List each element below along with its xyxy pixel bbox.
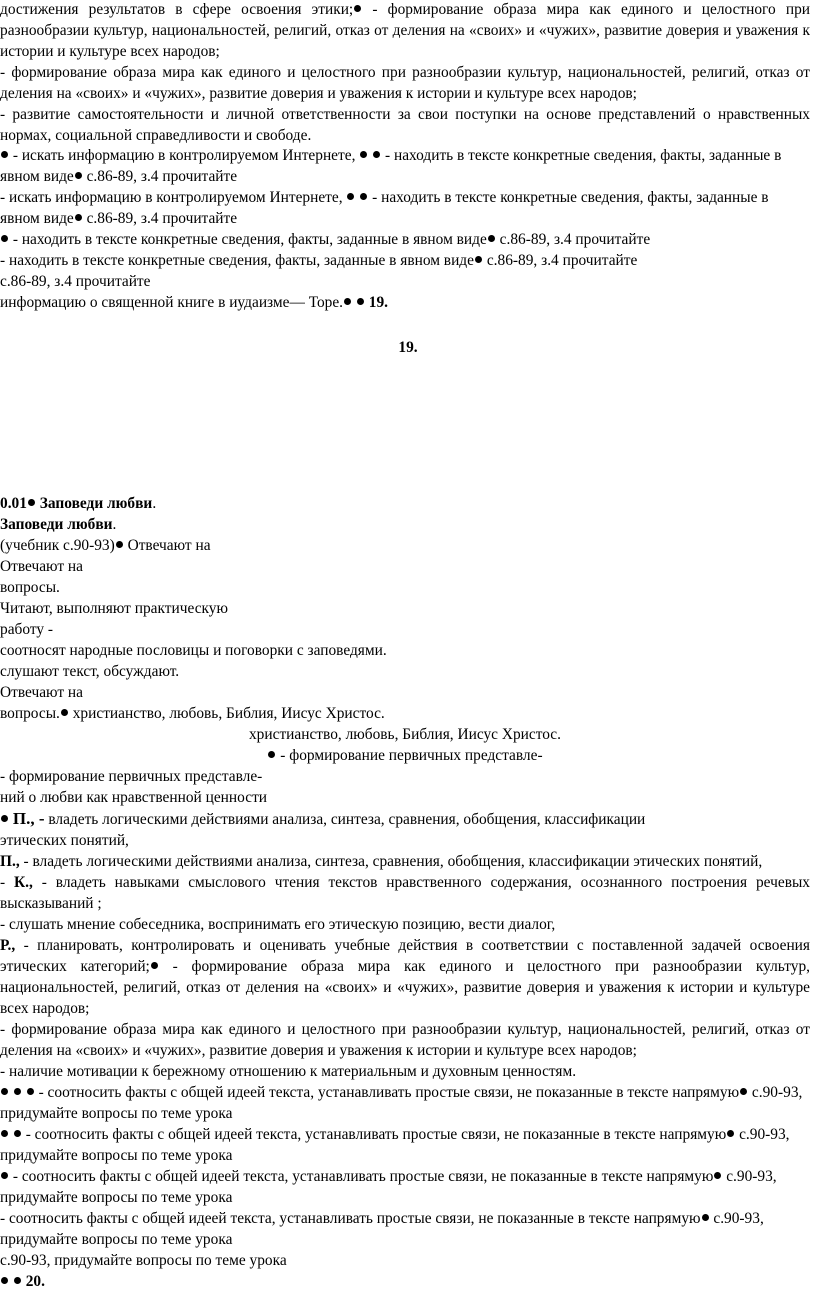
paragraph: этических понятий, — [0, 832, 129, 849]
bullet-icon — [1, 1088, 8, 1095]
paragraph: Отвечают на — [0, 684, 83, 701]
paragraph: слушают текст, обсуждают. — [0, 663, 180, 680]
text: - владеть навыками смыслового чтения текстов нравственного содержания, осознанного построения речевых высказываний ; — [0, 874, 810, 912]
bullet-icon — [702, 1214, 709, 1221]
text: . — [112, 516, 117, 533]
paragraph: вопросы. — [0, 579, 60, 596]
paragraph: работу - — [0, 621, 54, 638]
text: с.90-93, придумайте вопросы по теме урока — [0, 1126, 790, 1164]
lesson-number: 0.01 — [0, 495, 27, 512]
paragraph — [0, 1124, 816, 1166]
text: с.86-89, з.4 прочитайте — [495, 231, 651, 248]
text: - находить в тексте конкретные сведения, факты, заданные в явном виде — [0, 147, 782, 185]
text: - соотносить факты с общей идеей текста, устанавливать простые связи, не показанные в тексте напрямую — [0, 1210, 701, 1227]
text: - находить в тексте конкретные сведения, факты, заданные в явном виде — [0, 252, 474, 269]
text: - формирование первичных представле- — [276, 747, 543, 764]
bullet-icon — [14, 1130, 21, 1137]
paragraph: - К., - владеть навыками смыслового чтения текстов нравственного содержания, осознанного построения речевых высказываний ; — [0, 874, 810, 912]
bullet-icon — [14, 1277, 21, 1284]
paragraph: христианство, любовь, Библия, Иисус Христос. — [248, 726, 561, 743]
bullet-icon — [475, 256, 482, 263]
label: К., — [14, 874, 33, 891]
text: с.90-93, придумайте вопросы по теме урока — [0, 1210, 764, 1248]
bullet-icon — [27, 1088, 34, 1095]
paragraph: соотносят народные пословицы и поговорки с заповедями. — [0, 642, 387, 659]
text: владеть логическими действиями анализа, синтеза, сравнения, обобщения, классификации — [44, 811, 646, 828]
bullet-icon — [268, 751, 275, 758]
bullet-icon — [727, 1130, 734, 1137]
info-block — [0, 145, 816, 313]
bullet-icon — [1, 1130, 8, 1137]
bullet-icon — [354, 5, 361, 12]
bullet-icon — [360, 193, 367, 200]
paragraph: - наличие мотивации к бережному отношению к материальным и духовным ценностям. — [0, 1063, 577, 1080]
paragraph — [0, 703, 816, 724]
bullet-icon — [344, 298, 351, 305]
paragraph — [0, 1208, 816, 1250]
page-number: 19. — [398, 339, 418, 356]
paragraph: - формирование первичных представле- — [0, 768, 263, 785]
bullet-icon — [14, 1088, 21, 1095]
bullet-icon — [347, 193, 354, 200]
paragraph — [0, 1271, 816, 1292]
bullet-icon — [28, 499, 35, 506]
bullet-icon — [116, 541, 123, 548]
paragraph: с.86-89, з.4 прочитайте — [0, 273, 151, 290]
paragraph: - формирование образа мира как единого и целостного при разнообразии культур, национальностей, религий, отказ от деления на «своих» и «чужих», развитие доверия и уважения к истории и культуре всех народов; — [0, 1021, 810, 1059]
text: информацию о священной книге в иудаизме— Торе. — [0, 294, 344, 311]
paragraph — [0, 145, 816, 187]
text: вопросы. — [0, 705, 60, 722]
lesson-block — [0, 493, 816, 1292]
bullet-icon — [1, 235, 8, 242]
text: - искать информацию в контролируемом Интернете, — [9, 147, 360, 164]
text: - планировать, контролировать и оценивать учебные действия в соответствии с поставленной задачей освоения этических категорий; — [0, 937, 810, 975]
bullet-icon — [75, 172, 82, 179]
intro-block — [0, 0, 816, 146]
bullet-icon — [1, 1277, 8, 1284]
paragraph — [0, 0, 816, 62]
text: - искать информацию в контролируемом Интернете, — [0, 189, 347, 206]
text: с.86-89, з.4 прочитайте — [82, 168, 238, 185]
bullet-icon — [714, 1172, 721, 1179]
paragraph: - развитие самостоятельности и личной ответственности за свои поступки на основе представлений о нравственных нормах, социальной справедливости и свободе. — [0, 106, 810, 144]
bullet-icon — [357, 298, 364, 305]
paragraph — [0, 935, 816, 1019]
text: Отвечают на — [123, 537, 211, 554]
text: с.90-93, придумайте вопросы по теме урока — [0, 1168, 777, 1206]
text: христианство, любовь, Библия, Иисус Христос. — [68, 705, 385, 722]
paragraph: - формирование образа мира как единого и целостного при разнообразии культур, национальностей, религий, отказ от деления на «своих» и «чужих», развитие доверия и уважения к истории и культуре всех народов; — [0, 64, 810, 102]
lesson-heading — [0, 493, 816, 514]
bullet-icon — [61, 709, 68, 716]
text: Заповеди любви — [0, 516, 113, 533]
paragraph: Отвечают на — [0, 558, 83, 575]
text: - находить в тексте конкретные сведения, факты, заданные в явном виде — [0, 189, 769, 227]
bullet-icon — [1, 151, 8, 158]
paragraph — [0, 808, 816, 830]
text: с.86-89, з.4 прочитайте — [82, 210, 238, 227]
bullet-icon — [740, 1088, 747, 1095]
bullet-icon — [1, 815, 8, 822]
text: - владеть логическими действиями анализа, синтеза, сравнения, обобщения, классификации этических понятий, — [19, 853, 763, 870]
text: . — [152, 495, 157, 512]
text: - формирование образа мира как единого и целостного при разнообразии культур, национальностей, религий, отказ от деления на «своих» и «чужих», развитие доверия и уважения к истории и культуре всех народов; — [0, 958, 810, 1017]
paragraph — [0, 1166, 816, 1208]
paragraph: с.90-93, придумайте вопросы по теме урока — [0, 1252, 287, 1269]
bullet-icon — [488, 235, 495, 242]
text: с.86-89, з.4 прочитайте — [482, 252, 638, 269]
paragraph — [0, 250, 816, 271]
text: - соотносить факты с общей идеей текста, устанавливать простые связи, не показанные в тексте напрямую — [34, 1084, 740, 1101]
text: - соотносить факты с общей идеей текста, устанавливать простые связи, не показанные в тексте напрямую — [9, 1168, 714, 1185]
paragraph — [0, 229, 816, 250]
paragraph — [0, 187, 816, 229]
text: - формирование образа мира как единого и целостного при разнообразии культур, национальностей, религий, отказ от деления на «своих» и «чужих», развитие доверия и уважения к истории и культуре всех народов; — [0, 1, 811, 60]
bullet-icon — [360, 151, 367, 158]
label: П., — [0, 853, 20, 870]
text: - соотносить факты с общей идеей текста, устанавливать простые связи, не показанные в тексте напрямую — [21, 1126, 727, 1143]
number: 20. — [25, 1273, 45, 1290]
paragraph — [0, 535, 816, 556]
paragraph: - слушать мнение собеседника, воспринимать его этическую позицию, вести диалог, — [0, 916, 556, 933]
bullet-icon — [373, 151, 380, 158]
paragraph: ний о любви как нравственной ценности — [0, 789, 268, 806]
text: (учебник с.90-93) — [0, 537, 115, 554]
lesson-title: Заповеди любви — [39, 495, 153, 512]
bullet-icon — [151, 962, 158, 969]
text: с.90-93, придумайте вопросы по теме урока — [0, 1084, 803, 1122]
number: 19. — [368, 294, 389, 311]
label: П., - — [12, 809, 45, 828]
text: - находить в тексте конкретные сведения, факты, заданные в явном виде — [9, 231, 487, 248]
lesson-title-repeat — [0, 514, 816, 535]
bullet-icon — [75, 214, 82, 221]
paragraph — [0, 292, 816, 313]
paragraph — [0, 1082, 816, 1124]
bullet-icon — [1, 1172, 8, 1179]
paragraph: Читают, выполняют практическую — [0, 600, 228, 617]
paragraph — [0, 745, 816, 766]
text: достижения результатов в сфере освоения этики; — [0, 1, 354, 18]
paragraph — [0, 851, 816, 872]
label: Р., — [0, 937, 16, 954]
